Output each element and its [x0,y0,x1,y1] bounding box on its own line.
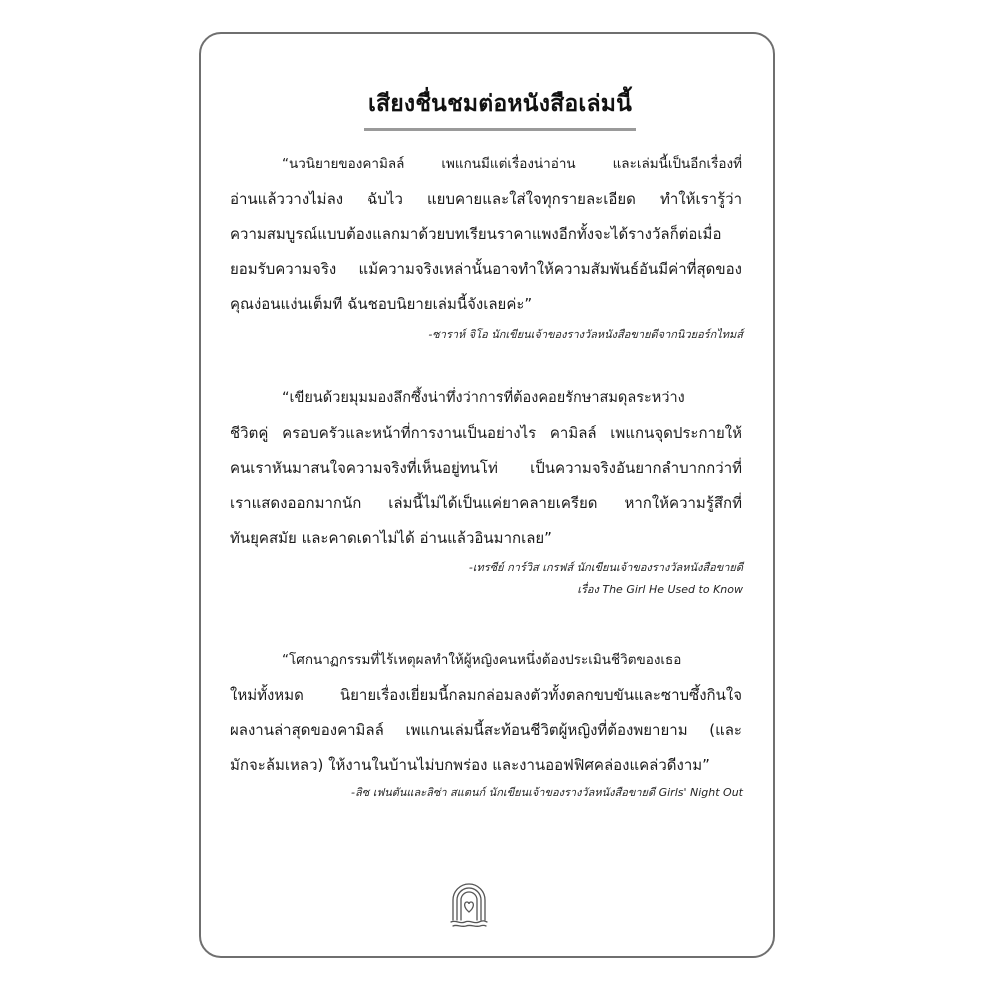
quote-1-line-5: คุณง่อนแง่นเต็มที ฉันชอบนิยายเล่มนี้จังเลยค่ะ” [230,295,533,313]
quote-2-attribution-line-2: เรื่อง The Girl He Used to Know [577,583,743,596]
quote-2-line-1: “เขียนด้วยมุมมองลึกซึ้งน่าทึ่งว่าการที่ต้องคอยรักษาสมดุลระหว่าง [282,390,685,406]
page-title: เสียงชื่นชมต่อหนังสือเล่มนี้ [364,86,636,131]
quote-2-line-2: ชีวิตคู่ ครอบครัวและหน้าที่การงานเป็นอย่างไร คามิลล์ เพแกนจุดประกายให้ [230,424,742,442]
quote-2-attribution-line-1: -เทรซีย์ การ์วิส เกรฟส์ นักเขียนเจ้าของรางวัลหนังสือขายดี [468,561,743,574]
quote-3-line-1: “โศกนาฏกรรมที่ไร้เหตุผลทำให้ผู้หญิงคนหนึ่งต้องประเมินชีวิตของเธอ [282,652,682,668]
quote-1-line-1: “นวนิยายของคามิลล์ เพแกนมีแต่เรื่องน่าอ่าน และเล่มนี้เป็นอีกเรื่องที่ [282,156,742,172]
quote-1-line-3: ความสมบูรณ์แบบต้องแลกมาด้วยบทเรียนราคาแพงอีกทั้งจะได้รางวัลก็ต่อเมื่อ [230,225,722,243]
quote-3 [230,643,742,783]
quote-2-attribution [469,557,743,601]
quote-2-line-3: คนเราหันมาสนใจความจริงที่เห็นอยู่ทนโท่ เป็นความจริงอันยากลำบากกว่าที่ [230,459,742,477]
quote-1 [230,147,742,322]
quote-2-line-4: เราแสดงออกมากนัก เล่มนี้ไม่ได้เป็นแค่ยาคลายเครียด หากให้ความรู้สึกที่ [230,494,742,512]
quote-3-line-3: ผลงานล่าสุดของคามิลล์ เพแกนเล่มนี้สะท้อนชีวิตผู้หญิงที่ต้องพยายาม (และ [230,721,742,739]
publisher-logo-icon [449,880,489,928]
quote-1-line-2: อ่านแล้ววางไม่ลง ฉับไว แยบคายและใส่ใจทุกรายละเอียด ทำให้เรารู้ว่า [230,190,742,208]
quote-2 [230,381,742,556]
quote-3-attribution [351,782,743,804]
quote-3-attribution-line-1: -ลิซ เฟนตันและลิซ่า สแตนก์ นักเขียนเจ้าของรางวัลหนังสือขายดี Girls' Night Out [351,786,743,799]
title-wrap [0,86,1000,131]
quote-3-line-4: มักจะล้มเหลว) ให้งานในบ้านไม่บกพร่อง และงานออฟฟิศคล่องแคล่วดีงาม” [230,756,710,774]
quote-1-line-4: ยอมรับความจริง แม้ความจริงเหล่านั้นอาจทำให้ความสัมพันธ์อันมีค่าที่สุดของ [230,260,742,278]
quote-3-line-2: ใหม่ทั้งหมด นิยายเรื่องเยี่ยมนี้กลมกล่อมลงตัวทั้งตลกขบขันและซาบซึ้งกินใจ [230,686,742,704]
quote-1-attribution-line-1: -ซาราห์ จิโอ นักเขียนเจ้าของรางวัลหนังสือขายดีจากนิวยอร์กไทมส์ [428,328,743,341]
quote-2-line-5: ทันยุคสมัย และคาดเดาไม่ได้ อ่านแล้วอินมากเลย” [230,529,552,547]
quote-1-attribution [428,324,743,346]
